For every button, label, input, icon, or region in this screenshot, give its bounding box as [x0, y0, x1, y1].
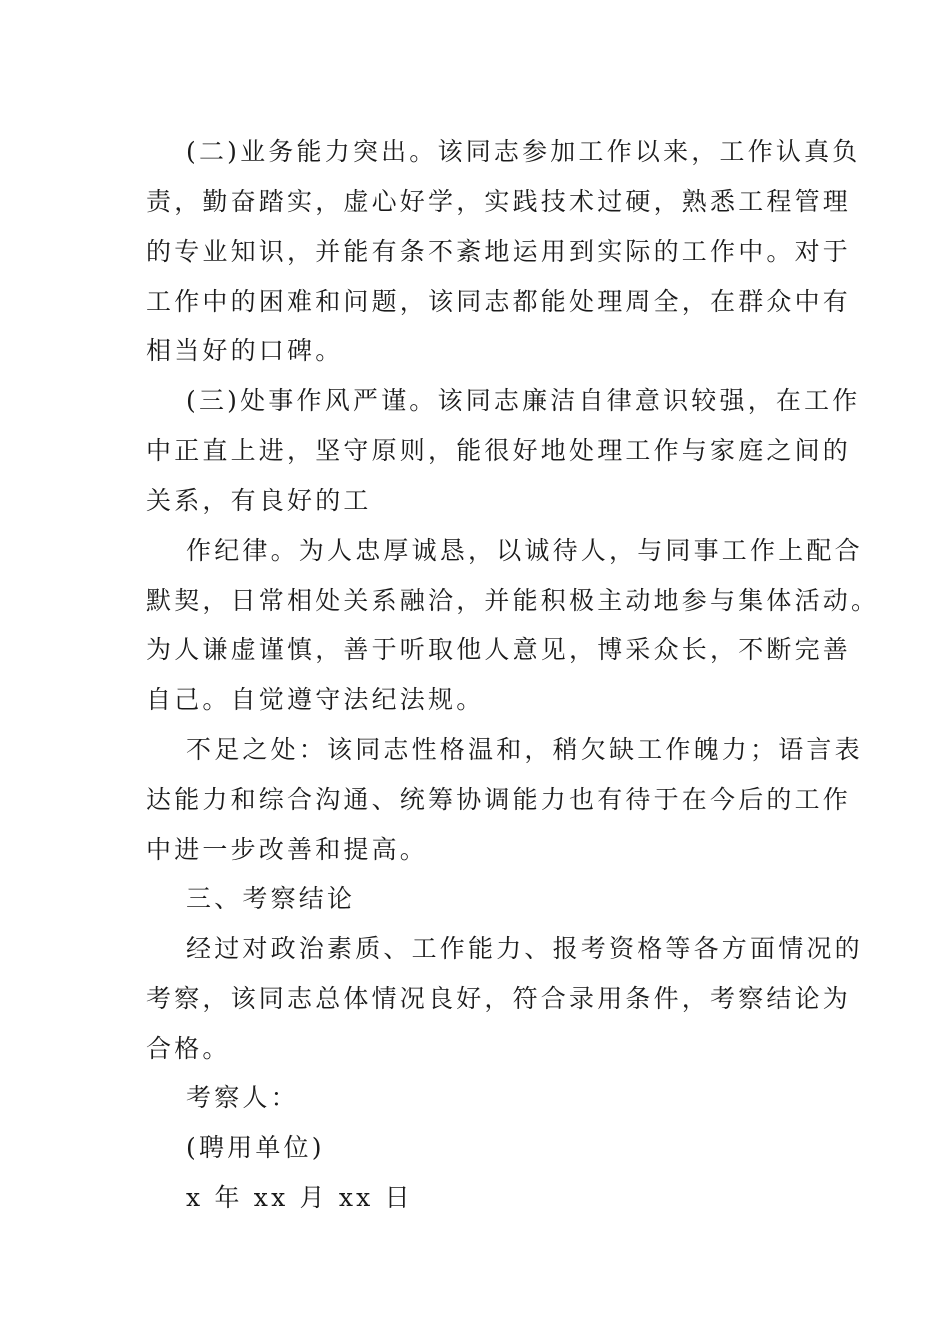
paragraph-line: 考察，该同志总体情况良好，符合录用条件，考察结论为	[146, 984, 852, 1013]
paragraph-line: 不足之处：该同志性格温和，稍欠缺工作魄力；语言表	[186, 735, 863, 764]
paragraph-line: 作纪律。为人忠厚诚恳，以诚待人，与同事工作上配合	[186, 536, 863, 565]
paragraph-line: 达能力和综合沟通、统筹协调能力也有待于在今后的工作	[146, 785, 852, 814]
paragraph-line: 工作中的困难和问题，该同志都能处理周全，在群众中有	[146, 287, 852, 316]
paragraph-line: 的专业知识，并能有条不紊地运用到实际的工作中。对于	[146, 237, 852, 266]
paragraph-line: 责，勤奋踏实，虚心好学，实践技术过硬，熟悉工程管理	[146, 187, 852, 216]
employer-label: (聘用单位)	[186, 1133, 325, 1162]
paragraph-line: 中正直上进，坚守原则，能很好地处理工作与家庭之间的	[146, 436, 852, 465]
paragraph-line: 自己。自觉遵守法纪法规。	[146, 685, 485, 714]
paragraph-line: 默契，日常相处关系融洽，并能积极主动地参与集体活动。	[146, 586, 880, 615]
paragraph-line: 经过对政治素质、工作能力、报考资格等各方面情况的	[186, 934, 863, 963]
date-line: x 年 xx 月 xx 日	[186, 1183, 413, 1212]
inspector-label: 考察人：	[186, 1083, 299, 1112]
paragraph-line: 相当好的口碑。	[146, 336, 344, 365]
paragraph-line: 关系，有良好的工	[146, 486, 372, 515]
paragraph-line: 中进一步改善和提高。	[146, 835, 429, 864]
paragraph-line: 合格。	[146, 1034, 231, 1063]
paragraph-line: (二)业务能力突出。该同志参加工作以来，工作认真负	[186, 137, 861, 166]
section-heading: 三、考察结论	[186, 884, 356, 913]
paragraph-line: (三)处事作风严谨。该同志廉洁自律意识较强，在工作	[186, 386, 861, 415]
paragraph-line: 为人谦虚谨慎，善于听取他人意见，博采众长，不断完善	[146, 635, 852, 664]
